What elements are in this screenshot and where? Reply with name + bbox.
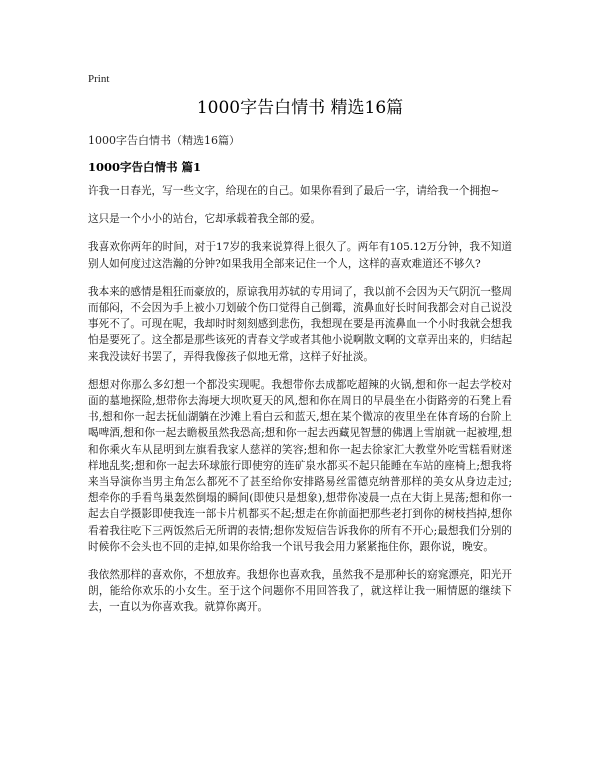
- section-heading: 1000字告白情书 篇1: [88, 160, 202, 174]
- print-link[interactable]: Print: [88, 73, 110, 85]
- paragraph-5: 想想对你那么多幻想一个都没实现呢。我想带你去成都吃超辣的火锅,想和你一起去学校对面的墓地探险,想带你去海埂大坝吹夏天的风,想和你在周日的早晨坐在小街路旁的石凳上看书,想和你一起去抚仙湖躺在沙滩上看白云和蓝天,想在某个微凉的夜里坐在体育场的台阶上喝啤酒,想和你一起去瞻极虽然我恐高;想和你一起去西藏见智慧的佛遇上雪崩就一起被埋,想和你乘火车从昆明到左旗看我家人慈祥的笑容;想和你一起去徐家汇大教堂外吃雪糕看财迷样地乱奖;想和你一起去环球旅行即使穷的连矿泉水都买不起只能睡在车站的座椅上;想我将来当导演你当男主角怎么都死不了甚至给你安排路易丝雷德克纳普那样的美女从身边走过;想牵你的手看鸟巢轰然倒塌的瞬间(即使只是想象),想带你凌晨一点在大街上晃荡;想和你一起去自学摄影即使我连一部卡片机都买不起;想走在你前面把那些老打到你的树枝挡掉,想你看着我往吃下三两饭然后无所谓的表情;想你发短信告诉我你的所有不开心;最想我们分别的时候你不会头也不回的走掉,如果你给我一个讯号我会用力紧紧拖住你，跟你说，晚安。: [88, 378, 512, 553]
- paragraph-2: 这只是一个小小的站台，它却承载着我全部的爱。: [88, 213, 322, 226]
- body-text: [88, 183, 512, 628]
- document-subtitle: 1000字告白情书（精选16篇）: [88, 134, 240, 147]
- document-title: 1000字告白情书 精选16篇: [196, 98, 404, 118]
- paragraph-1: 许我一日春光，写一些文字，给现在的自己。如果你看到了最后一字，请给我一个拥抱~: [88, 185, 500, 197]
- paragraph-4: 我本来的感情是粗狂而豪放的，原谅我用苏轼的专用词了，我以前不会因为天气阴沉一整周而郁闷，不会因为手上被小刀划破个伤口觉得自己倒霉，流鼻血好长时间我都会对自己说没事死不了。可现在呢，我却时时刻刻感到悲伤，我想现在要是再流鼻血一个小时我就会想我怕是要死了。这全都是那些该死的青春文学或者其他小说啊散文啊的文章弄出来的，归结起来我没读好书罢了，弄得我像孩子似地无常，这样子好扯淡。: [88, 285, 512, 363]
- paragraph-3: 我喜欢你两年的时间，对于17岁的我来说算得上很久了。两年有105.12万分钟，我不知道别人如何度过这浩瀚的分钟?如果我用全部来记住一个人，这样的喜欢难道还不够久?: [88, 241, 512, 270]
- paragraph-6: 我依然那样的喜欢你，不想放弃。我想你也喜欢我，虽然我不是那种长的窈窕漂亮，阳光开朗，能给你欢乐的小女生。至于这个问题你不用回答我了，就这样让我一厢情愿的继续下去，一直以为你喜欢我。就算你离开。: [88, 569, 512, 614]
